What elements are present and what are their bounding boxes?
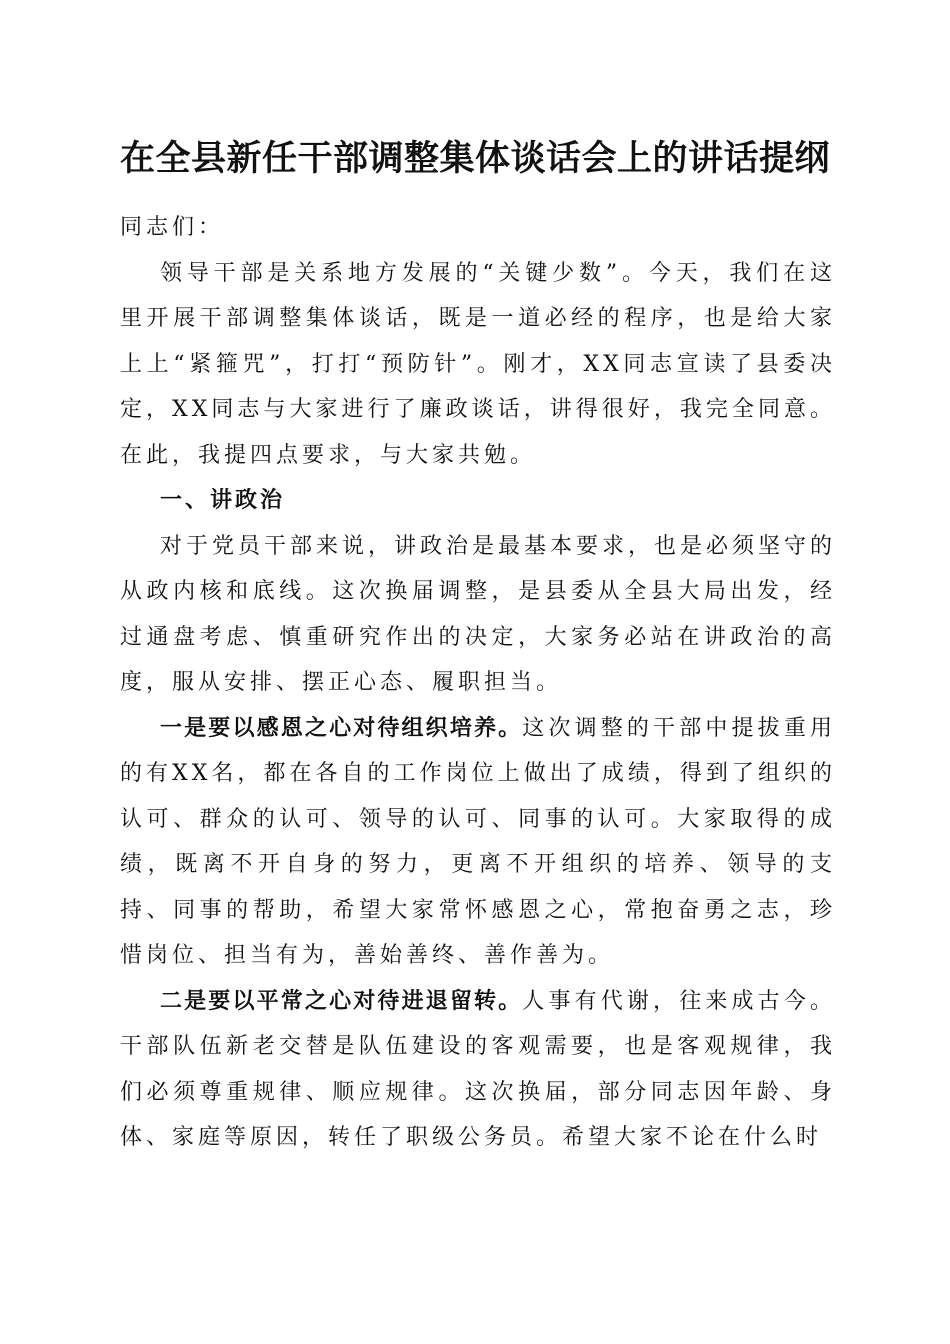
point-lead-1: 一是要以感恩之心对待组织培养。 xyxy=(160,715,523,741)
point-text-2: 人事有代谢，往来成古今。干部队伍新老交替是队伍建设的客观需要，也是客观规律，我们必须尊重规律、顺应规律。这次换届，部分同志因年龄、身体、家庭等原因，转任了职级公务员。希望大家不论在什么时 xyxy=(120,988,836,1150)
point-lead-2: 二是要以平常之心对待进退留转。 xyxy=(160,988,523,1014)
point-text-1: 这次调整的干部中提拔重用的有XX名，都在各自的工作岗位上做出了成绩，得到了组织的认可、群众的认可、领导的认可、同事的认可。大家取得的成绩，既离不开自身的努力，更离不开组织的培养、领导的支持、同事的帮助，希望大家常怀感恩之心，常抱奋勇之志，珍惜岗位、担当有为，善始善终、善作善为。 xyxy=(120,715,836,968)
document-body xyxy=(120,205,836,1161)
intro-paragraph: 领导干部是关系地方发展的“关键少数”。今天，我们在这里开展干部调整集体谈话，既是一道必经的程序，也是给大家上上“紧箍咒”，打打“预防针”。刚才，XX同志宣读了县委决定，XX同志与大家进行了廉政谈话，讲得很好，我完全同意。在此，我提四点要求，与大家共勉。 xyxy=(120,260,836,468)
point-paragraph-2 xyxy=(120,979,836,1161)
point-paragraph-1 xyxy=(120,706,836,979)
salutation: 同志们： xyxy=(120,215,225,240)
section-heading: 一、讲政治 xyxy=(160,488,286,513)
document-title: 在全县新任干部调整集体谈话会上的讲话提纲 xyxy=(119,138,830,179)
section-paragraph: 对于党员干部来说，讲政治是最基本要求，也是必须坚守的从政内核和底线。这次换届调整，是县委从全县大局出发，经过通盘考虑、慎重研究作出的决定，大家务必站在讲政治的高度，服从安排、摆正心态、履职担当。 xyxy=(120,533,837,695)
